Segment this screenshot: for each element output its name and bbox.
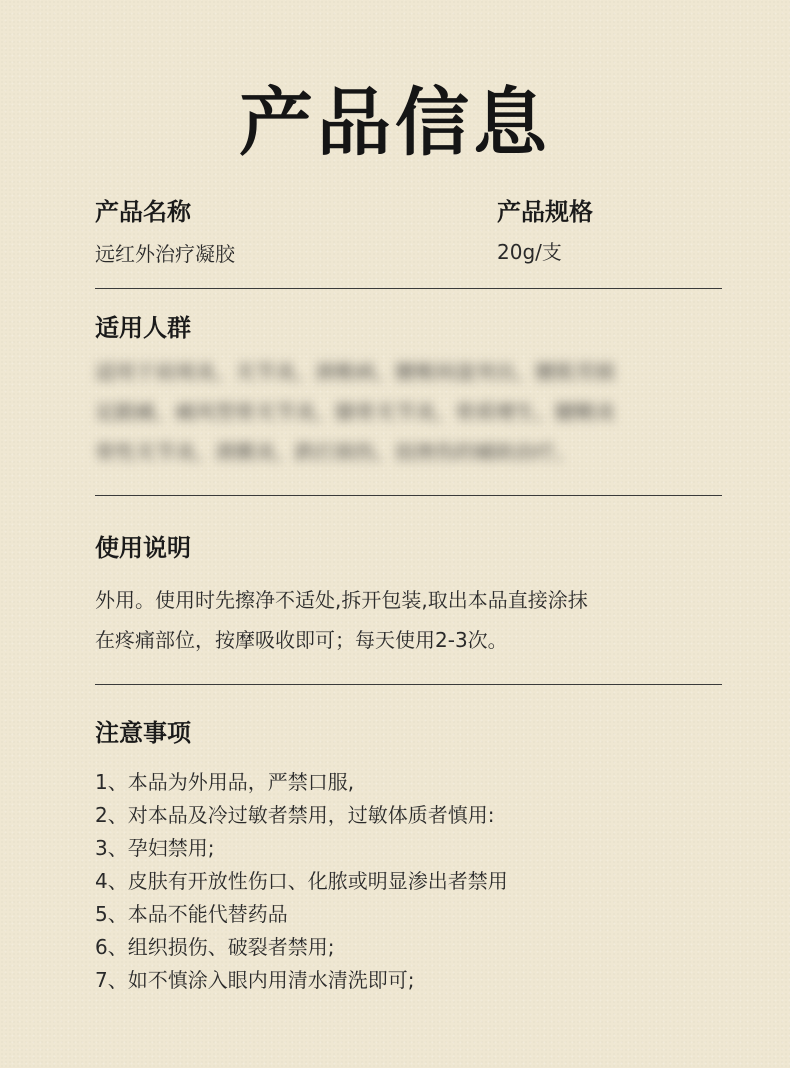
list-item: 5、本品不能代替药品 bbox=[95, 902, 288, 926]
usage-text bbox=[95, 580, 715, 660]
usage-line: 外用。使用时先擦净不适处,拆开包装,取出本品直接涂抹 bbox=[95, 588, 588, 612]
usage-line: 在疼痛部位，按摩吸收即可；每天使用2-3次。 bbox=[95, 628, 508, 652]
applicable-group-label: 适用人群 bbox=[95, 314, 191, 342]
list-item: 7、如不慎涂入眼内用清水清洗即可; bbox=[95, 968, 415, 992]
usage-label: 使用说明 bbox=[95, 534, 191, 562]
list-item: 6、组织损伤、破裂者禁用; bbox=[95, 935, 335, 959]
page-title: 产品信息 bbox=[239, 80, 551, 166]
list-item: 1、本品为外用品，严禁口服, bbox=[95, 770, 355, 794]
product-name-value: 远红外治疗凝胶 bbox=[95, 242, 235, 266]
blurred-line: 足跟痛、痛风型骨关节炎、膝骨关节炎、骨质增生、腱鞘炎 bbox=[95, 400, 615, 424]
list-item: 2、对本品及冷过敏者禁用，过敏体质者慎用: bbox=[95, 803, 495, 827]
product-spec-label: 产品规格 bbox=[497, 198, 593, 226]
blurred-line: 骨性关节炎、滑膜炎、跌打损伤、扭挫伤的辅助治疗。 bbox=[95, 440, 575, 464]
applicable-group-blurred-text bbox=[95, 352, 735, 472]
divider bbox=[95, 495, 722, 496]
product-spec-value: 20g/支 bbox=[497, 240, 562, 264]
list-item: 3、孕妇禁用; bbox=[95, 836, 215, 860]
blurred-line: 适用于肩周炎、关节炎、颈椎病、腰椎间盘突出、腰肌劳损 bbox=[95, 360, 615, 384]
divider bbox=[95, 288, 722, 289]
divider bbox=[95, 684, 722, 685]
notes-list bbox=[95, 766, 715, 997]
product-name-label: 产品名称 bbox=[95, 198, 191, 226]
list-item: 4、皮肤有开放性伤口、化脓或明显渗出者禁用 bbox=[95, 869, 508, 893]
notes-label: 注意事项 bbox=[95, 719, 191, 747]
